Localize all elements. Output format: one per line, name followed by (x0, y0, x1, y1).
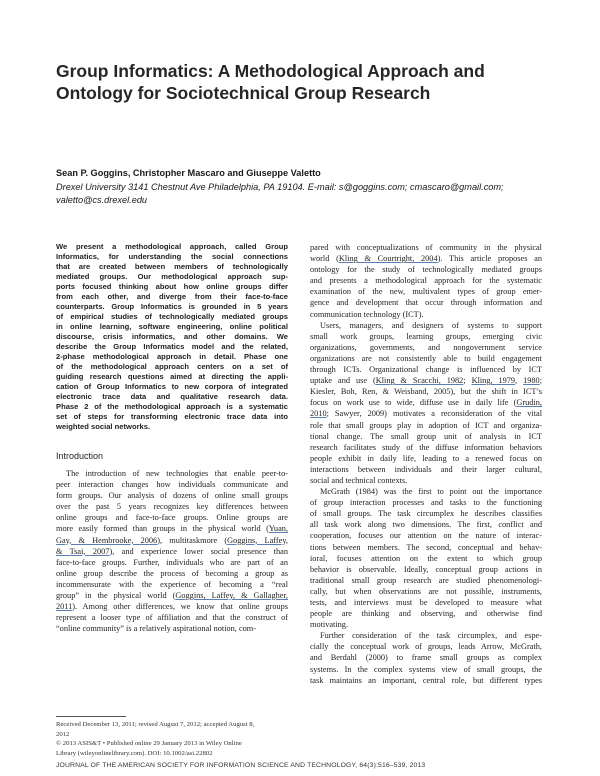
body-line (310, 497, 542, 508)
body-text: ). This article proposes an (437, 254, 542, 264)
body-text: ), multitaskmore ( (157, 535, 228, 545)
body-text: people are thinking and observing, and otherwise find (310, 609, 542, 619)
footnote-line: Received December 13, 2011; revised August 7, 2012; accepted August 8, (56, 721, 255, 728)
body-text: organizations, governments, and nongovernment service (310, 342, 542, 352)
body-text: peer interaction changes how individuals communicate and (56, 480, 288, 490)
body-text: traditional small group research are studied phenomenologi- (310, 575, 542, 585)
abstract-line: guiding research questions aimed at directing the appli- (56, 372, 288, 381)
body-line (310, 553, 542, 564)
body-text: communication technology (ICT). (310, 309, 424, 319)
body-line (56, 523, 288, 534)
body-text: represent a looser type of affiliation and that the construct of (56, 613, 288, 623)
body-line (310, 264, 542, 275)
body-line (310, 652, 542, 663)
body-line (56, 601, 288, 612)
title-line: Group Informatics: A Methodological Approach and (56, 61, 485, 81)
body-text: incommensurate with the experience of becoming a “real (56, 579, 288, 589)
body-line (56, 612, 288, 623)
body-text: cooperation, focuses our attention on the nature of interac- (310, 531, 542, 541)
body-line (310, 309, 542, 320)
body-text: world ( (310, 254, 339, 264)
citation-link[interactable]: 2010 (310, 409, 327, 419)
body-line (56, 501, 288, 512)
title-line: Ontology for Sociotechnical Group Research (56, 83, 431, 103)
body-text: role that small groups play in adoption of ICT and organiza- (310, 420, 542, 430)
body-line (310, 608, 542, 619)
abstract-line: We present a methodological approach, called Group (56, 242, 288, 251)
abstract-line: weighted social networks. (56, 422, 151, 431)
body-line (310, 675, 542, 686)
body-line (310, 475, 542, 486)
body-line (56, 590, 288, 601)
body-line (310, 641, 542, 652)
body-text: face-to-face groups. Further, individuals who are part of an (56, 557, 288, 567)
body-line (310, 275, 542, 286)
abstract-line: from each other, and diverge from their face-to-face (56, 292, 288, 301)
body-line (310, 375, 542, 386)
body-text: social and technical contexts. (310, 475, 408, 485)
abstract-line: Phase 2 of the methodological approach is a systematic (56, 402, 288, 411)
body-line (310, 364, 542, 375)
body-text: ioral, focuses attention on the extent to which group (310, 553, 542, 563)
body-line (310, 320, 542, 331)
right-column-body (310, 242, 542, 686)
abstract-line: 2-phase methodological approach in detail. Phase one (56, 352, 288, 361)
body-line (310, 442, 542, 453)
body-text: more easily formed than groups in the physical world ( (56, 524, 269, 534)
body-text: task maintains an important, central role, but different types (310, 675, 542, 685)
body-text: research facilitates study of the diffuse information behaviors (310, 442, 542, 452)
affiliation-line: Drexel University 3141 Chestnut Ave Philadelphia, PA 19104. E-mail: s@goggins.com; cmascaro@gmail.com; (56, 182, 504, 192)
body-text: online groups and face-to-face groups. Online groups are (56, 513, 288, 523)
citation-link[interactable]: & Tsai, 2007 (56, 546, 110, 556)
body-text: , (515, 376, 524, 386)
body-text: online group describe the process of becoming a group as (56, 568, 288, 578)
body-text: of small groups. The task circumplex he describes classifies (310, 509, 542, 519)
body-text: group” in the physical world ( (56, 591, 176, 601)
body-text: tions between members. The second, conceptual and behav- (310, 542, 542, 552)
citation-link[interactable]: Goggins, Laffey, & Gallagher, (175, 591, 288, 601)
citation-link[interactable]: Gay, & Hembrooke, 2006 (56, 535, 158, 545)
body-line (56, 490, 288, 501)
abstract-line: that are created between members of technologically (56, 262, 288, 271)
body-text: McGrath (1984) was the first to point out the importance (320, 487, 542, 497)
body-text: ; (463, 376, 472, 386)
abstract-line: describe the Group Informatics model and the related, (56, 342, 288, 351)
body-line (56, 468, 288, 479)
body-text: ; Sawyer, 2009) motivates a reconsideration of the vital (326, 409, 542, 419)
body-line (310, 575, 542, 586)
body-text: cially the conceptual work of groups, leads Arrow, McGrath, (310, 642, 542, 652)
body-text: focus on work use to wide, diffuse use in daily life ( (310, 398, 517, 408)
body-line (56, 623, 288, 634)
body-line (56, 535, 288, 546)
introduction-body (56, 468, 288, 634)
footnote (56, 720, 291, 758)
left-column (56, 242, 288, 634)
body-text: cally, but when observations are not possible, instruments, (310, 586, 542, 596)
body-line (310, 297, 542, 308)
body-line (56, 568, 288, 579)
body-text: uptake and use ( (310, 376, 376, 386)
abstract-line: of the methodological approach centers on a set of (56, 362, 288, 371)
body-line (310, 397, 542, 408)
abstract-line: ports focused thinking about how online groups differ (56, 282, 288, 291)
body-line (310, 408, 542, 419)
journal-footer: JOURNAL OF THE AMERICAN SOCIETY FOR INFORMATION SCIENCE AND TECHNOLOGY, 64(3):516–539, 2013 (56, 762, 426, 769)
footnote-line: 2012 (56, 730, 70, 738)
body-line (310, 530, 542, 541)
body-text: over the past 5 years recognizes key differences between (56, 502, 288, 512)
body-line (310, 453, 542, 464)
body-line (310, 486, 542, 497)
paper-title (56, 60, 556, 104)
body-line (310, 464, 542, 475)
citation-link[interactable]: Yuan, (268, 524, 288, 534)
abstract-line: Informatics, for understanding the social connections (56, 252, 288, 261)
body-text: all task work along two dimensions. The first, conflict and (310, 520, 542, 530)
body-line (56, 479, 288, 490)
citation-link[interactable]: Kling & Scacchi, 1982 (375, 376, 464, 386)
body-line (310, 630, 542, 641)
citation-link[interactable]: Kling & Courtright, 2004 (338, 254, 438, 264)
body-line (56, 579, 288, 590)
body-line (310, 519, 542, 530)
affiliation-line: valetto@cs.drexel.edu (56, 194, 148, 205)
body-line (310, 564, 542, 575)
citation-link[interactable]: 1980 (523, 376, 540, 386)
body-text: ; (539, 376, 542, 386)
affiliation (56, 181, 566, 206)
citation-link[interactable]: Kling, 1979 (471, 376, 516, 386)
body-line (310, 586, 542, 597)
body-line (310, 253, 542, 264)
abstract-line: cation of Group Informatics to new corpora of integrated (56, 382, 288, 391)
footnote-line: Library (wileyonlinelibrary.com). DOI: 10.1002/asi.22802 (56, 749, 213, 757)
body-line (56, 512, 288, 523)
body-text: organizations are not consistently able to build engagement (310, 353, 542, 363)
body-text: systems. In the complex systems view of small groups, the (310, 664, 542, 674)
body-text: small work groups, learning groups, emerging civic (310, 331, 542, 341)
abstract-line: of empirical studies of technologically mediated groups (56, 312, 288, 321)
body-text: Kiesler, Boh, Ren, & Weisband, 2005), but the shift in ICT’s (310, 387, 542, 397)
body-line (310, 619, 542, 630)
body-text: through ICTs. Organizational change is influenced by ICT (310, 365, 542, 375)
body-text: interactions between individuals and their larger cultural, (310, 464, 542, 474)
body-text: Further consideration of the task circumplex, and espe- (320, 631, 542, 641)
body-text: ontology for the study of technologically mediated groups (310, 265, 542, 275)
body-text: behavior is observable. Ideally, conceptual group actions in (310, 564, 542, 574)
body-text: “online community” is a relatively aspirational notion, com- (56, 624, 256, 634)
right-column (310, 242, 542, 686)
body-text: ). Among other differences, we know that online groups (72, 602, 288, 612)
body-line (56, 546, 288, 557)
citation-link[interactable]: 2011 (56, 602, 73, 612)
author-list: Sean P. Goggins, Christopher Mascaro and Giuseppe Valetto (56, 168, 321, 178)
footnote-line: © 2013 ASIS&T • Published online 29 January 2013 in Wiley Online (56, 740, 242, 748)
abstract-line: in online learning, software engineering, online political (56, 322, 288, 331)
body-line (310, 386, 542, 397)
body-text: ), and experience lower social presence than (109, 546, 288, 556)
abstract-line: discourse, crisis informatics, and other domains. We (56, 332, 288, 341)
citation-link[interactable]: Grudin, (516, 398, 542, 408)
body-text: pared with conceptualizations of community in the physical (310, 243, 542, 252)
footnote-rule (56, 716, 126, 717)
body-text: tional change. The small group unit of analysis in ICT (310, 431, 542, 441)
body-text: motivating. (310, 620, 349, 630)
section-heading-introduction: Introduction (56, 451, 104, 461)
body-text: and Berdahl (2000) to frame small groups as complex (310, 653, 542, 663)
body-line (310, 342, 542, 353)
abstract-line: electronic trace data and qualitative research data. (56, 392, 288, 401)
body-text: form groups. Our analysis of dozens of online small groups (56, 491, 288, 501)
body-line (310, 431, 542, 442)
body-text: examination of the new, multivalent types of group emer- (310, 287, 542, 297)
body-text: gence and development that occur through information and (310, 298, 542, 308)
body-line (310, 286, 542, 297)
body-line (310, 331, 542, 342)
body-line (56, 557, 288, 568)
body-line (310, 542, 542, 553)
body-line (310, 664, 542, 675)
body-line (310, 242, 542, 253)
abstract-line: set of steps for transforming electronic trace data into (56, 412, 288, 421)
body-text: of group interaction processes and tasks to the functioning (310, 498, 542, 508)
body-line (310, 420, 542, 431)
body-line (310, 353, 542, 364)
abstract-line: counterparts. Group Informatics is grounded in 5 years (56, 302, 288, 311)
body-text: and presents a methodological approach for the systematic (310, 276, 542, 286)
body-text: people exhibit in daily life, leading to a renewed focus on (310, 453, 542, 463)
citation-link[interactable]: Goggins, Laffey, (227, 535, 288, 545)
body-text: The introduction of new technologies that enable peer-to- (66, 469, 288, 478)
body-line (310, 597, 542, 608)
abstract-line: mediated groups. Our methodological approach sup- (56, 272, 288, 281)
body-line (310, 508, 542, 519)
body-text: tests, and interviews must be developed to measure what (310, 598, 542, 607)
body-text: Users, managers, and designers of systems to support (320, 320, 542, 330)
abstract (56, 242, 288, 432)
